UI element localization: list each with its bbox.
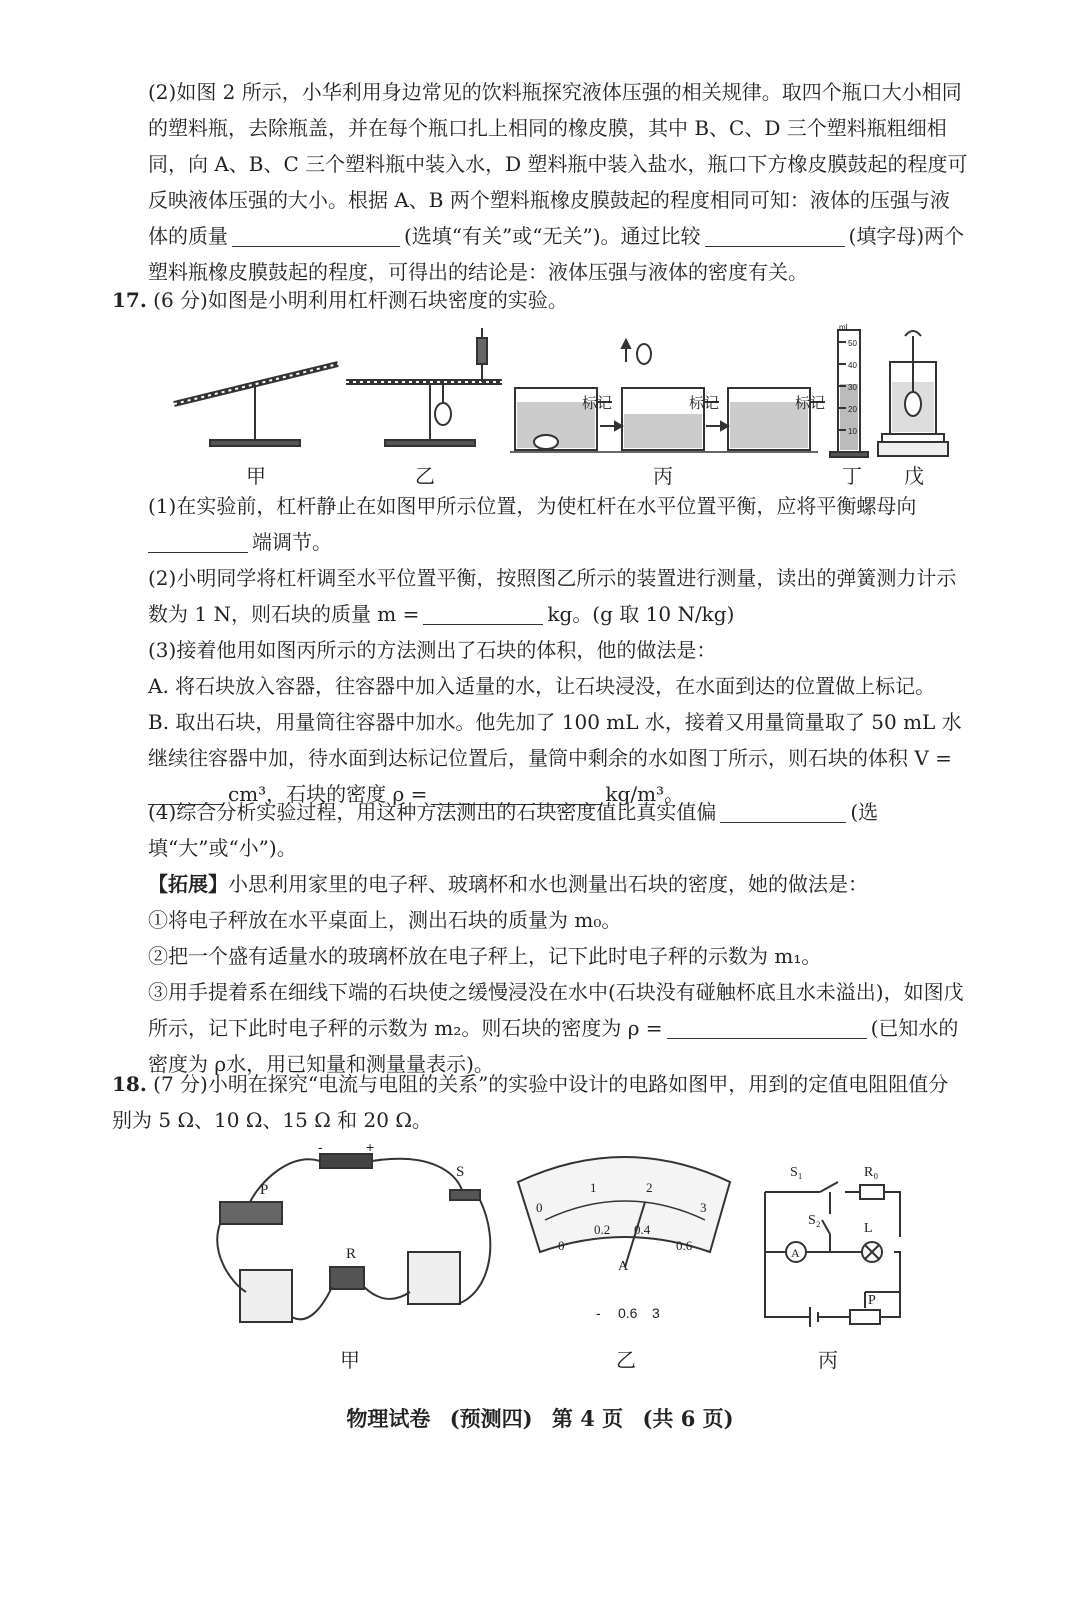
answer-blank[interactable]	[148, 530, 248, 553]
fig-caption-ding: 丁	[842, 464, 862, 488]
cylinder-tick: 10	[848, 427, 857, 436]
dial-bottom-2: 0.4	[634, 1222, 651, 1237]
battery-plus: +	[366, 1142, 375, 1155]
label-R0: R₀	[864, 1165, 879, 1180]
q17-part2: (2)小明同学将杠杆调至水平位置平衡，按照图乙所示的装置进行测量，读出的弹簧测力计示数为 1 N，则石块的质量 m = kg。(g 取 10 N/kg)	[148, 566, 957, 626]
page-footer: 物理试卷 (预测四) 第 4 页 (共 6 页)	[346, 1406, 734, 1431]
dial-top-2: 2	[646, 1180, 653, 1195]
label-S: S	[456, 1164, 465, 1180]
q17-part4: (4)综合分析实验过程，用这种方法测出的石块密度值比真实值偏 (选填“大”或“小”)。	[148, 800, 879, 860]
battery-minus: -	[318, 1142, 323, 1155]
terminal-minus: -	[596, 1305, 601, 1321]
label-S1: S₁	[790, 1165, 803, 1180]
dial-bottom-0: 0	[558, 1238, 565, 1253]
mark-label-1: 标记	[582, 396, 613, 412]
cylinder-tick: 40	[848, 361, 857, 370]
q17-part1: (1)在实验前，杠杆静止在如图甲所示位置，为使杠杆在水平位置平衡，应将平衡螺母向 端调节。	[148, 494, 917, 554]
fig-caption-bing: 丙	[653, 464, 673, 488]
mark-label-2: 标记	[689, 396, 720, 412]
label-S2: S₂	[808, 1213, 821, 1228]
ammeter-symbol: A	[791, 1246, 800, 1260]
answer-blank[interactable]	[423, 602, 543, 625]
circuit-diagram-bing	[765, 1182, 900, 1327]
answer-blank[interactable]	[232, 224, 400, 247]
terminal-3: 3	[652, 1305, 660, 1321]
q18-stem: 18. (7 分)小明在探究“电流与电阻的关系”的实验中设计的电路如图甲，用到的定值电阻阻值分别为 5 Ω、10 Ω、15 Ω 和 20 Ω。	[112, 1072, 949, 1132]
dial-top-1: 1	[590, 1180, 597, 1195]
terminal-0.6: 0.6	[618, 1305, 638, 1321]
label-P: P	[260, 1182, 269, 1198]
cylinder-unit: mL	[839, 323, 851, 332]
dial-top-3: 3	[700, 1200, 707, 1215]
q16-part2: (2)如图 2 所示，小华利用身边常见的饮料瓶探究液体压强的相关规律。取四个瓶口大小相同的塑料瓶，去除瓶盖，并在每个瓶口扎上相同的橡皮膜，其中 B、C、D 三个塑料瓶粗细相同，向 A、B、C 三个塑料瓶中装入水，D 塑料瓶中装入盐水，瓶口下方橡皮膜鼓起的程度可反映液体压强的大小。根据 A、B 两个塑料瓶橡皮膜鼓起的程度相同可知：液体的压强与液体的质量 (选填“有关”或“无关”)。通过比较 (填字母)两个塑料瓶橡皮膜鼓起的程度，可得出的结论是：液体压强与液体的密度有关。	[148, 80, 968, 284]
q17-part3: (3)接着他用如图丙所示的方法测出了石块的体积，他的做法是： A. 将石块放入容器，往容器中加入适量的水，让石块浸没，在水面到达的位置做上标记。 B. 取出石块，用量筒往容器中加水。他先加了 100 mL 水，接着又用量筒量取了 50 mL 水继续往容器中加，待水面到达标记位置后，量筒中剩余的水如图丁所示，则石块的体积 V = cm³，石块的密度 ρ = kg/m³。	[148, 638, 962, 806]
label-P2: P	[868, 1293, 876, 1308]
mark-label-3: 标记	[795, 396, 826, 412]
fig-caption-wu: 戊	[904, 464, 924, 488]
ammeter-dial-yi	[518, 1157, 730, 1267]
answer-blank[interactable]	[667, 1016, 867, 1039]
answer-blank[interactable]	[720, 800, 846, 823]
cup-on-scale-wu	[878, 331, 948, 456]
cylinder-tick: 30	[848, 383, 857, 392]
fig-caption-yi-2: 乙	[616, 1348, 636, 1372]
dial-unit: A	[618, 1259, 629, 1274]
dial-top-0: 0	[536, 1200, 543, 1215]
dial-bottom-1: 0.2	[594, 1222, 611, 1237]
cylinder-tick: 20	[848, 405, 857, 414]
dial-bottom-3: 0.6	[676, 1238, 693, 1253]
cylinder-tick: 50	[848, 339, 857, 348]
label-R: R	[346, 1246, 357, 1262]
q17-extension: 【拓展】小思利用家里的电子秤、玻璃杯和水也测量出石块的密度，她的做法是： ①将电子秤放在水平桌面上，测出石块的质量为 m₀。 ②把一个盛有适量水的玻璃杯放在电子秤上，记下此时电子秤的示数为 m₁。 ③用手提着系在细线下端的石块使之缓慢浸没在水中(石块没有碰触杯底且水未溢出)，如图戊所示，记下此时电子秤的示数为 m₂。则石块的密度为 ρ = (已知水的密度为 ρ水，用已知量和测量量表示)。	[148, 872, 964, 1076]
label-L: L	[864, 1221, 873, 1236]
fig-caption-yi: 乙	[415, 464, 435, 488]
answer-blank[interactable]	[705, 224, 845, 247]
lever-jia	[174, 364, 338, 446]
fig-caption-jia-2: 甲	[340, 1348, 360, 1372]
containers-bing	[510, 340, 825, 452]
circuit-jia	[217, 1154, 490, 1322]
measuring-cylinder-ding	[830, 330, 868, 457]
lever-yi	[346, 328, 502, 446]
fig-caption-jia: 甲	[246, 464, 266, 488]
q18-figures	[200, 1142, 940, 1352]
q17-stem: 17. (6 分)如图是小明利用杠杆测石块密度的实验。	[112, 288, 568, 312]
fig-caption-bing-2: 丙	[818, 1348, 838, 1372]
